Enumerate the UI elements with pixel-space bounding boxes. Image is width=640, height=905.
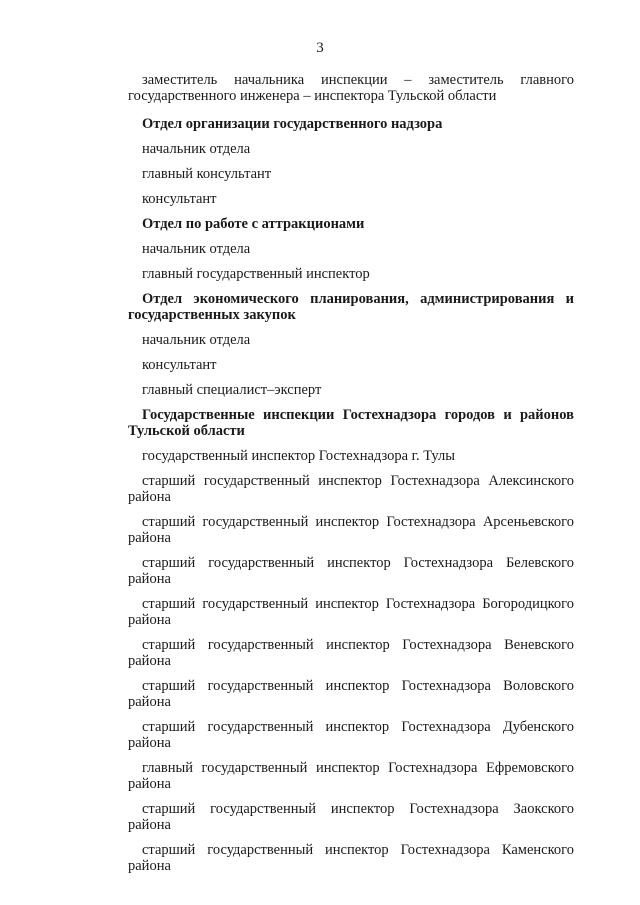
page-number: 3 [316,40,324,56]
list-item: главный государственный инспектор Гостехнадзора Ефремовского района [128,760,574,792]
list-item: старший государственный инспектор Гостехнадзора Белевского района [128,555,574,587]
list-item: консультант [142,191,217,207]
list-item: начальник отдела [142,241,251,257]
list-item: старший государственный инспектор Гостехнадзора Веневского района [128,637,574,669]
section-heading: Отдел экономического планирования, администрирования и государственных закупок [128,291,574,323]
list-item: главный консультант [142,166,272,182]
section-heading: Отдел организации государственного надзора [142,116,443,132]
list-item: старший государственный инспектор Гостехнадзора Арсеньевского района [128,514,574,546]
list-item: начальник отдела [142,141,251,157]
section-heading: Отдел по работе с аттракционами [142,216,365,232]
list-item: главный специалист–эксперт [142,382,322,398]
list-item: государственный инспектор Гостехнадзора г. Тулы [142,448,455,464]
list-item: начальник отдела [142,332,251,348]
document-body [128,72,574,874]
intro-paragraph: заместитель начальника инспекции – заместитель главного государственного инженера – инспектора Тульской области [128,72,574,104]
list-item: старший государственный инспектор Гостехнадзора Каменского района [128,842,574,874]
list-item: главный государственный инспектор [142,266,370,282]
list-item: старший государственный инспектор Гостехнадзора Алексинского района [128,473,574,505]
section-heading: Государственные инспекции Гостехнадзора городов и районов Тульской области [128,407,574,439]
list-item: старший государственный инспектор Гостехнадзора Богородицкого района [128,596,574,628]
list-item: старший государственный инспектор Гостехнадзора Воловского района [128,678,574,710]
list-item: старший государственный инспектор Гостехнадзора Заокского района [128,801,574,833]
list-item: консультант [142,357,217,373]
list-item: старший государственный инспектор Гостехнадзора Дубенского района [128,719,574,751]
